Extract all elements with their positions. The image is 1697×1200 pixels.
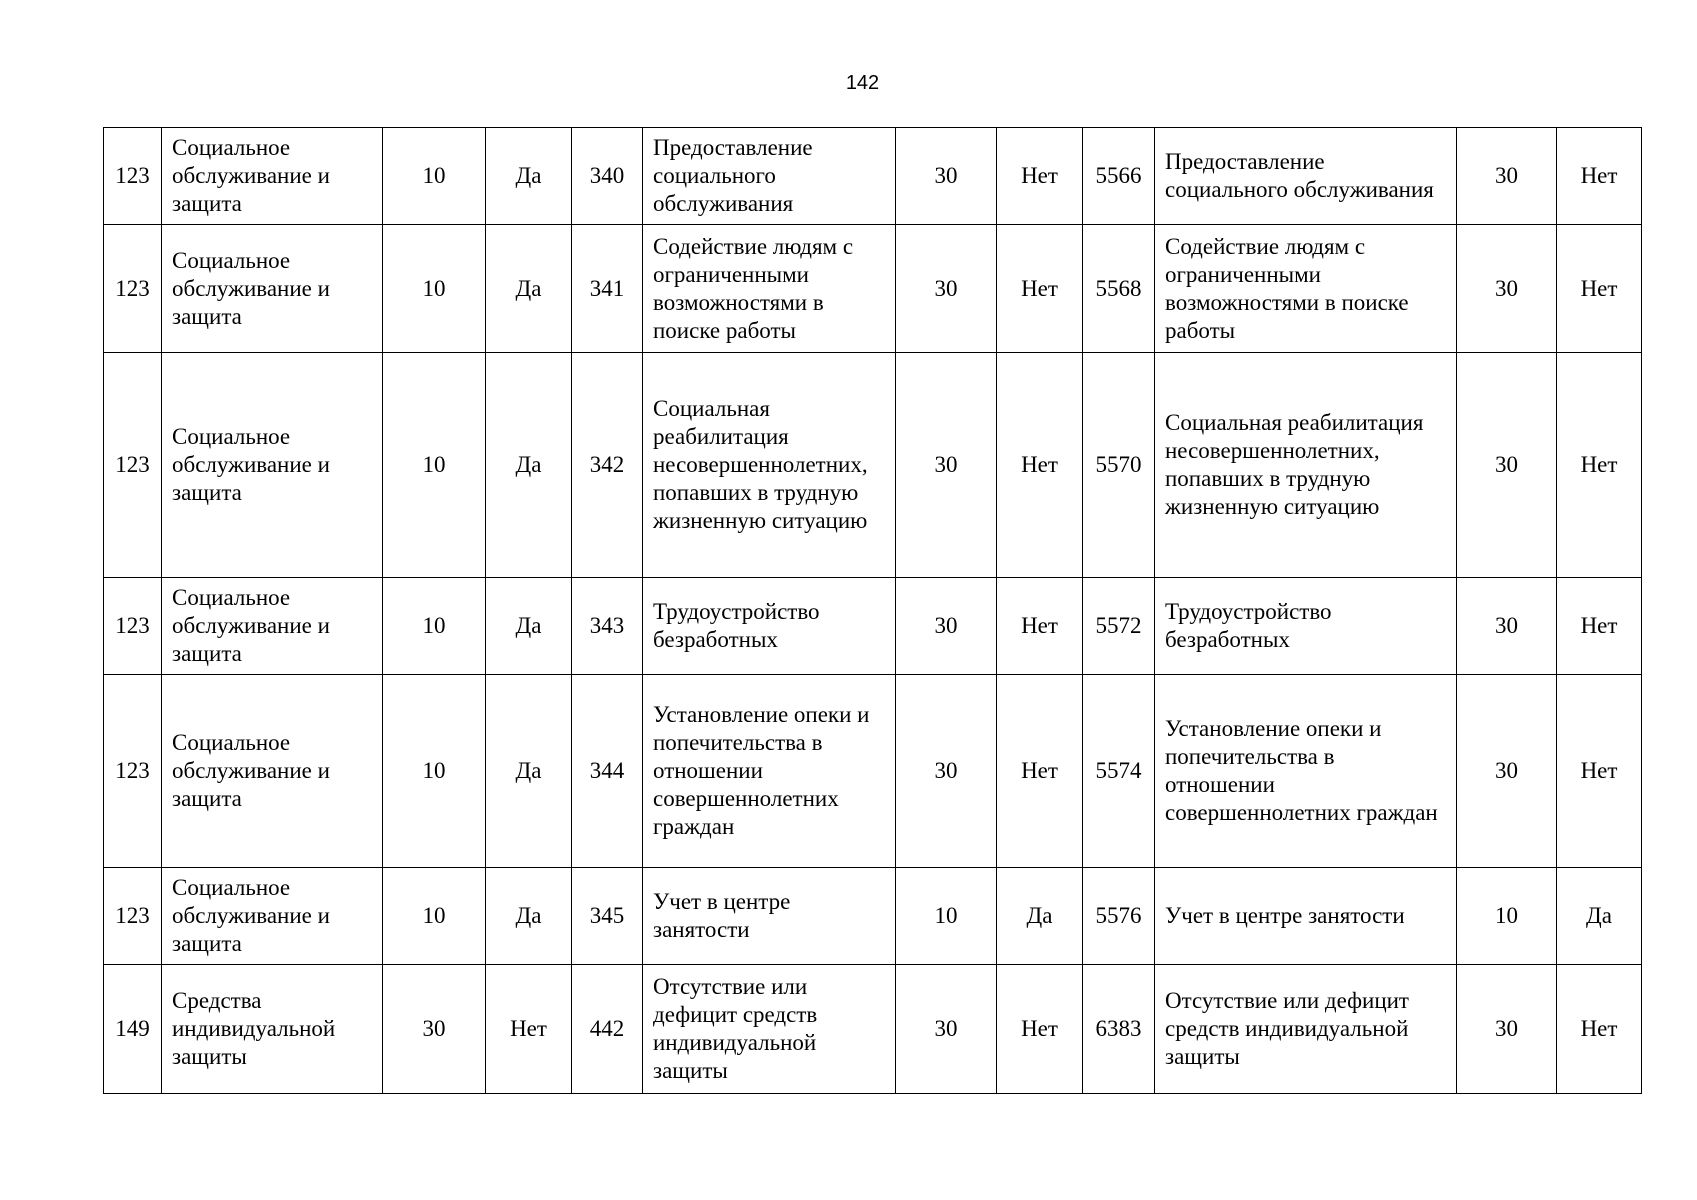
cell-flag: Нет [997,965,1083,1094]
cell-code: 5568 [1083,225,1155,353]
page-number: 142 [845,72,880,94]
cell-description: Трудоустройство безработных [643,578,896,675]
cell-flag: Нет [1557,965,1642,1094]
cell-description: Отсутствие или дефицит средств индивидуальной защиты [643,965,896,1094]
cell-code: 344 [572,675,643,868]
cell-description: Трудоустройство безработных [1155,578,1457,675]
cell-code: 5566 [1083,128,1155,225]
cell-score: 10 [383,868,486,965]
cell-flag: Нет [997,353,1083,578]
cell-code: 5570 [1083,353,1155,578]
cell-score: 30 [896,225,997,353]
cell-score: 30 [1457,578,1557,675]
cell-code: 345 [572,868,643,965]
cell-score: 10 [383,353,486,578]
cell-flag: Нет [997,578,1083,675]
cell-flag: Да [486,128,572,225]
table-row [104,965,1642,1094]
cell-flag: Да [486,225,572,353]
cell-category: Средства индивидуальной защиты [162,965,383,1094]
table-row [104,128,1642,225]
cell-flag: Нет [1557,675,1642,868]
cell-code: 6383 [1083,965,1155,1094]
cell-description: Предоставление социального обслуживания [1155,128,1457,225]
table-row [104,353,1642,578]
cell-code: 442 [572,965,643,1094]
cell-flag: Да [486,578,572,675]
document-table [103,127,1642,1094]
cell-score: 30 [896,675,997,868]
cell-description: Содействие людям с ограниченными возможностями в поиске работы [643,225,896,353]
cell-flag: Да [486,353,572,578]
cell-flag: Нет [1557,128,1642,225]
cell-code: 5572 [1083,578,1155,675]
cell-score: 30 [1457,225,1557,353]
cell-category: Социальное обслуживание и защита [162,868,383,965]
cell-description: Установление опеки и попечительства в отношении совершеннолетних граждан [643,675,896,868]
table-row [104,225,1642,353]
cell-score: 10 [896,868,997,965]
cell-code: 341 [572,225,643,353]
cell-code: 123 [104,578,162,675]
cell-code: 123 [104,353,162,578]
cell-code: 123 [104,868,162,965]
cell-code: 340 [572,128,643,225]
cell-description: Содействие людям с ограниченными возможностями в поиске работы [1155,225,1457,353]
cell-description: Социальная реабилитация несовершеннолетних, попавших в трудную жизненную ситуацию [1155,353,1457,578]
cell-category: Социальное обслуживание и защита [162,578,383,675]
table-row [104,675,1642,868]
cell-description: Социальная реабилитация несовершеннолетних, попавших в трудную жизненную ситуацию [643,353,896,578]
cell-code: 123 [104,225,162,353]
cell-score: 30 [1457,128,1557,225]
cell-flag: Да [997,868,1083,965]
cell-category: Социальное обслуживание и защита [162,675,383,868]
cell-score: 30 [896,353,997,578]
cell-flag: Да [486,868,572,965]
cell-score: 30 [896,965,997,1094]
cell-flag: Да [1557,868,1642,965]
cell-category: Социальное обслуживание и защита [162,128,383,225]
cell-description: Отсутствие или дефицит средств индивидуальной защиты [1155,965,1457,1094]
cell-description: Предоставление социального обслуживания [643,128,896,225]
cell-score: 30 [1457,675,1557,868]
cell-code: 123 [104,675,162,868]
cell-code: 149 [104,965,162,1094]
cell-code: 343 [572,578,643,675]
cell-flag: Нет [486,965,572,1094]
cell-flag: Нет [1557,225,1642,353]
cell-flag: Да [486,675,572,868]
cell-score: 30 [383,965,486,1094]
cell-score: 30 [896,128,997,225]
cell-flag: Нет [1557,578,1642,675]
cell-flag: Нет [997,225,1083,353]
cell-code: 123 [104,128,162,225]
cell-description: Установление опеки и попечительства в отношении совершеннолетних граждан [1155,675,1457,868]
cell-score: 10 [383,675,486,868]
cell-code: 5576 [1083,868,1155,965]
cell-category: Социальное обслуживание и защита [162,225,383,353]
cell-code: 5574 [1083,675,1155,868]
cell-score: 10 [383,128,486,225]
cell-score: 30 [1457,965,1557,1094]
cell-description: Учет в центре занятости [1155,868,1457,965]
cell-flag: Нет [1557,353,1642,578]
table-row [104,868,1642,965]
cell-score: 10 [383,578,486,675]
cell-flag: Нет [997,128,1083,225]
cell-score: 30 [1457,353,1557,578]
cell-score: 10 [383,225,486,353]
cell-description: Учет в центре занятости [643,868,896,965]
cell-code: 342 [572,353,643,578]
cell-score: 10 [1457,868,1557,965]
table-row [104,578,1642,675]
cell-category: Социальное обслуживание и защита [162,353,383,578]
cell-score: 30 [896,578,997,675]
cell-flag: Нет [997,675,1083,868]
